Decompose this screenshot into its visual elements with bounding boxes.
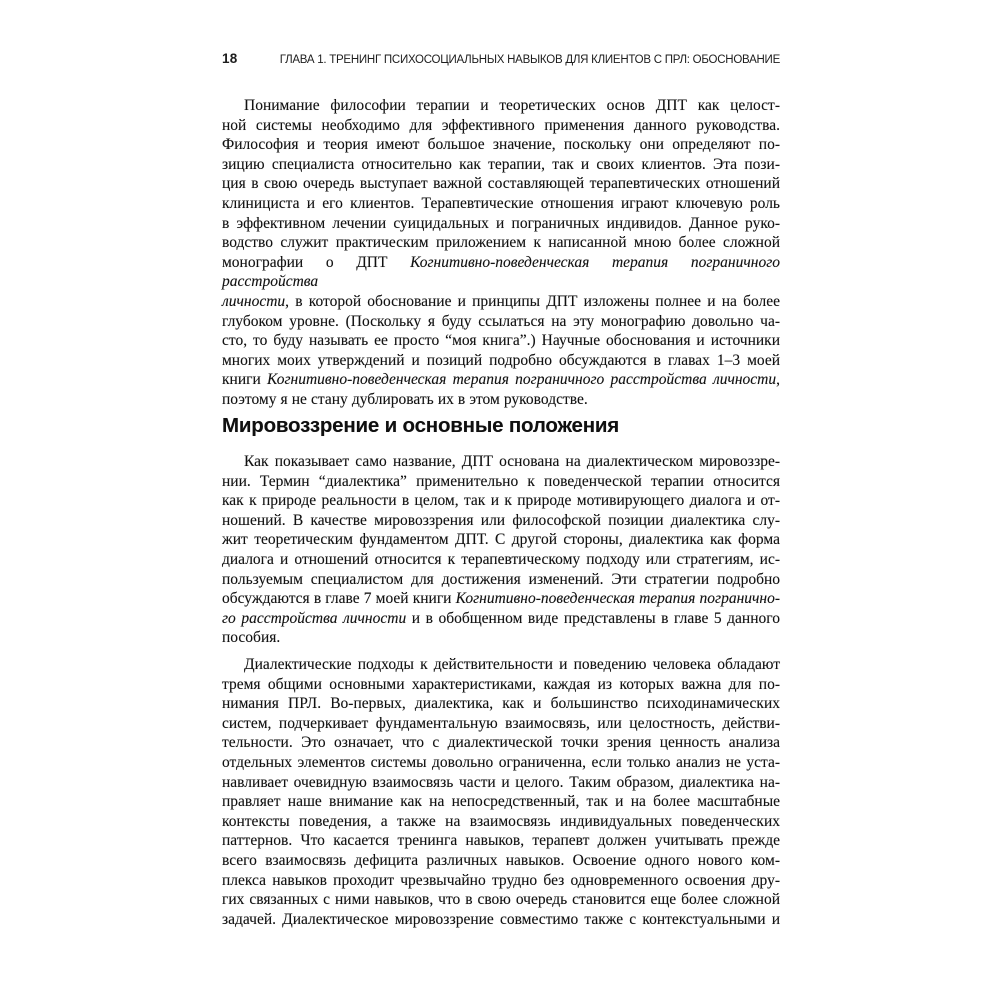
text-line [222,331,780,351]
text-run: Как показывает само название, ДПТ основана на диалектическом мировоззре- [244,453,780,470]
text-run: навливает очевидную взаимосвязь части и целого. Таким образом, диалектика на- [222,773,780,791]
text-line [222,628,780,648]
text-line [222,910,780,930]
text-line [222,292,780,312]
text-run: диалога и отношений относится к терапевтическому подходу или стратегиям, ис- [222,550,780,568]
text-line [222,116,780,136]
text-run: поэтому я не стану дублировать их в этом руководстве. [222,390,588,408]
text-line [222,194,780,214]
text-run: Диалектические подходы к действительности и поведению человека обладают [244,656,780,673]
text-line [222,214,780,234]
text-run: глубоком уровне. (Поскольку я буду ссылаться на эту монографию довольно ча- [222,312,780,330]
text-run: Философия и теория имеют большое значение, поскольку они определяют по- [222,136,780,154]
text-run: водство служит практическим приложением к написанной мною более сложной [222,234,780,252]
text-run: всего взаимосвязь дефицита различных навыков. Освоение одного нового ком- [222,851,780,869]
running-title: ГЛАВА 1. ТРЕНИНГ ПСИХОСОЦИАЛЬНЫХ НАВЫКОВ ДЛЯ КЛИЕНТОВ С ПРЛ: ОБОСНОВАНИЕ [279,54,780,66]
text-run: , в которой обоснование и принципы ДПТ изложены полнее и на более [285,292,780,310]
text-line [222,390,780,410]
text-line [222,570,780,590]
text-line [222,452,780,472]
text-line [222,675,780,695]
text-line [222,831,780,851]
text-line [222,135,780,155]
text-run: монографии о ДПТ [222,253,411,271]
text-run: многих моих утверждений и позиций подробно обсуждаются в главах 1–3 моей [222,351,780,369]
text-line [222,589,780,609]
text-line [222,773,780,793]
text-run: жит теоретическим фундаментом ДПТ. С другой стороны, диалектика как форма [222,531,780,549]
book-title-emphasis: го расстройства личности [222,609,407,627]
text-line [222,472,780,492]
text-run: ция в свою очередь выступает важной составляющей терапевтических отношений [222,175,780,193]
text-run: книги [222,371,268,389]
text-run: отдельных элементов системы довольно ограниченна, если только анализ не уста- [222,753,780,771]
section-heading: Мировоззрение и основные положения [222,414,620,437]
text-line [222,370,780,390]
running-head [222,51,780,66]
text-line [222,609,780,629]
text-line [222,694,780,714]
text-line [222,655,780,675]
text-line [222,792,780,812]
text-run: , [776,371,780,389]
text-run: систем, подчеркивает фундаментальную взаимосвязь, или целостность, действи- [222,714,780,732]
text-run: плекса навыков проходит чрезвычайно трудно без одновременного освоения дру- [222,871,780,889]
text-line [222,233,780,253]
text-run: пособия. [222,629,281,647]
text-line [222,714,780,734]
text-run: клинициста и его клиентов. Терапевтические отношения играют ключевую роль [222,194,780,212]
text-run: контексты поведения, а также на взаимосвязь индивидуальных поведенческих [222,812,780,830]
text-run: сто, то буду называть ее просто “моя книга”.) Научные обоснования и источники [222,332,780,350]
book-title-emphasis: личности [222,292,286,310]
text-run: нии. Термин “диалектика” применительно к поведенческой терапии относится [222,472,780,490]
text-line [222,871,780,891]
text-run: паттернов. Что касается тренинга навыков, терапевт должен учитывать прежде [222,832,780,850]
page-number: 18 [222,51,238,66]
text-line [222,890,780,910]
text-run: пользуемым специалистом для достижения изменений. Эти стратегии подробно [222,570,780,588]
text-run: в эффективном лечении суицидальных и пограничных индивидов. Данное руко- [222,214,780,232]
text-run: ной системы необходимо для эффективного применения данного руководства. [222,116,780,134]
text-line [222,753,780,773]
text-line [222,155,780,175]
text-run: как к природе реальности в целом, так и к природе мотивирующего диалога и от- [222,492,780,510]
book-title-emphasis: Когнитивно-поведенческая терапия погранично- [455,590,781,608]
text-run: тельности. Это означает, что с диалектической точки зрения ценность анализа [222,734,780,752]
text-line [222,174,780,194]
text-run: нимания ПРЛ. Во-первых, диалектика, как и большинство психодинамических [222,695,780,713]
text-line [222,253,780,292]
text-run: правляет наше внимание как на непосредственный, так и на более масштабные [222,793,780,811]
text-line [222,312,780,332]
text-line [222,96,780,116]
text-line [222,491,780,511]
text-line [222,530,780,550]
paragraph-intro [222,96,780,410]
text-line [222,511,780,531]
book-title-emphasis: Когнитивно-поведенческая терапия пограничного расстройства личности [267,371,777,389]
text-run: зицию специалиста относительно как терапии, так и своих клиентов. Эта пози- [222,155,780,173]
paragraph-worldview [222,452,780,648]
text-line [222,812,780,832]
text-run: тремя общими основными характеристиками, каждая из которых важна для по- [222,675,780,693]
paragraph-dialectics [222,655,780,929]
text-line [222,550,780,570]
text-run: гих связанных с ними навыков, что в свою очередь становится еще более сложной [222,891,780,909]
text-run: обсуждаются в главе 7 моей книги [222,590,456,608]
book-title-emphasis: Когнитивно-поведенческая терапия пограничного расстройства [222,253,780,291]
text-line [222,351,780,371]
text-run: задачей. Диалектическое мировоззрение совместимо также с контекстуальными и [222,910,780,928]
text-run: и в обобщенном виде представлены в главе 5 данного [406,609,780,627]
text-line [222,851,780,871]
text-line [222,733,780,753]
text-run: ношений. В качестве мировоззрения или философской позиции диалектика слу- [222,511,780,529]
text-run: Понимание философии терапии и теоретических основ ДПТ как целост- [244,97,780,114]
